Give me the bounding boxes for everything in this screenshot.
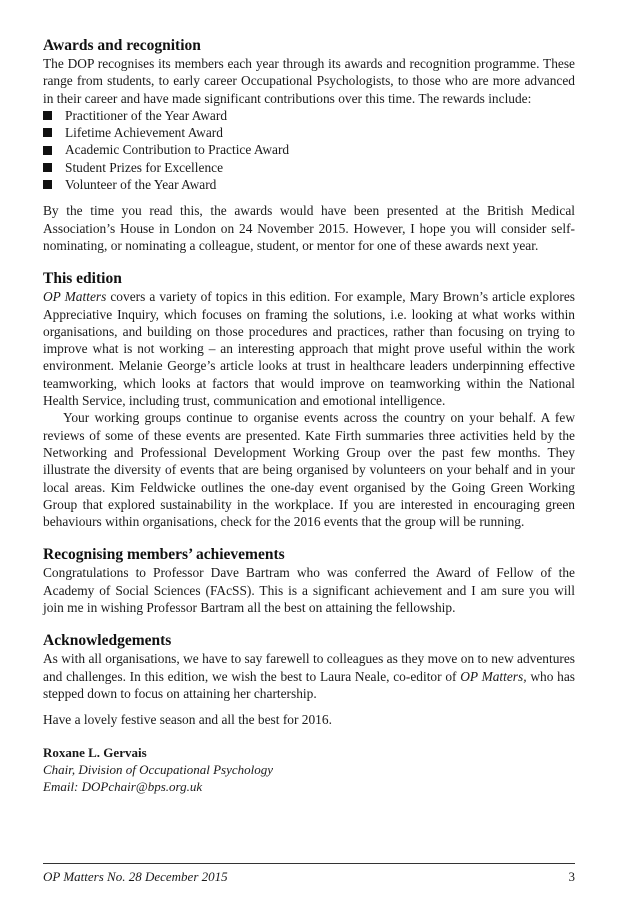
members-heading: Recognising members’ achievements (43, 546, 285, 564)
square-bullet-icon (43, 163, 52, 172)
publication-title: OP Matters, (460, 668, 527, 684)
list-item (43, 124, 575, 141)
list-item-label: Practitioner of the Year Award (65, 107, 228, 123)
list-item (43, 107, 575, 124)
awards-list (43, 107, 575, 193)
awards-section (43, 36, 575, 254)
list-item (43, 141, 575, 158)
signature-name: Roxane L. Gervais (43, 744, 147, 760)
signature-role: Chair, Division of Occupational Psychology (43, 761, 274, 777)
acknowledgements-text-start: As with all organisations, we have to say farewell to colleagues as they move on to new adventures and challenges. In this edition, we wish the best to Laura Neale, co-editor of (43, 651, 575, 684)
awards-intro: The DOP recognises its members each year through its awards and recognition programme. These range from students, to early career Occupational Psychologists, to those who are more advanced in their career and have made significant contributions over this time. The rewards include: (43, 56, 575, 106)
list-item (43, 159, 575, 176)
page-content (43, 36, 575, 795)
square-bullet-icon (43, 111, 52, 120)
edition-paragraph-1 (43, 288, 575, 409)
edition-heading: This edition (43, 270, 122, 288)
acknowledgements-heading: Acknowledgements (43, 632, 172, 650)
edition-paragraph-1-text: covers a variety of topics in this edition. For example, Mary Brown’s article explores Appreciative Inquiry, which focuses on framing the solutions, i.e. looking at what works within organisations, and building on those procedures and practices, rather than focusing on trying to improve what is not working – an interesting approach that might prove useful within the work environment. Melanie George’s article looks at trust in healthcare leaders underpinning effective teamworking, which looks at factors that would improve on teamworking within the National Health Service, including trust, communication and emotional intelligence. (43, 289, 575, 409)
acknowledgements-paragraph-2: Have a lovely festive season and all the best for 2016. (43, 712, 332, 728)
square-bullet-icon (43, 180, 52, 189)
signature-block (43, 744, 575, 795)
publication-title: OP Matters (43, 289, 107, 305)
footer-publication: OP Matters No. 28 December 2015 (43, 869, 228, 884)
page-footer (43, 868, 575, 885)
page-number: 3 (568, 869, 575, 884)
list-item-label: Student Prizes for Excellence (65, 159, 224, 175)
square-bullet-icon (43, 128, 52, 137)
footer-divider (43, 863, 575, 864)
list-item-label: Academic Contribution to Practice Award (65, 142, 290, 158)
edition-section (43, 269, 575, 530)
members-section (43, 545, 575, 616)
awards-closing: By the time you read this, the awards would have been presented at the British Medical Association’s House in London on 24 November 2015. However, I hope you will consider self-nominating, or nominating a colleague, student, or mentor for one of these awards next year. (43, 203, 575, 253)
acknowledgements-paragraph-1 (43, 650, 575, 702)
list-item-label: Volunteer of the Year Award (65, 177, 217, 193)
awards-heading: Awards and recognition (43, 37, 201, 54)
acknowledgements-section (43, 631, 575, 728)
members-text: Congratulations to Professor Dave Bartram who was conferred the Award of Fellow of the Academy of Social Sciences (FAcSS). This is a significant achievement and I am sure you will join me in wishing Professor Bartram all the best on attaining the fellowship. (43, 565, 575, 616)
list-item (43, 176, 575, 193)
edition-paragraph-2: Your working groups continue to organise events across the country on your behalf. A few reviews of some of these events are presented. Kate Firth summaries three activities held by the Networking and Professional Development Working Group over the past few months. They illustrate the diversity of events that are being organised by volunteers on your behalf and in your local areas. Kim Feldwicke outlines the one-day event organised by the Going Green Working Group that explored sustainability in the workplace. If you are interested in encouraging green behaviours within organisations, check for the 2016 events that the group will be running. (43, 410, 575, 530)
square-bullet-icon (43, 146, 52, 155)
list-item-label: Lifetime Achievement Award (65, 125, 223, 141)
signature-email: Email: DOPchair@bps.org.uk (43, 778, 203, 794)
acknowledgements-text-end: who has stepped down to focus on attaining her chartership. (43, 668, 575, 701)
